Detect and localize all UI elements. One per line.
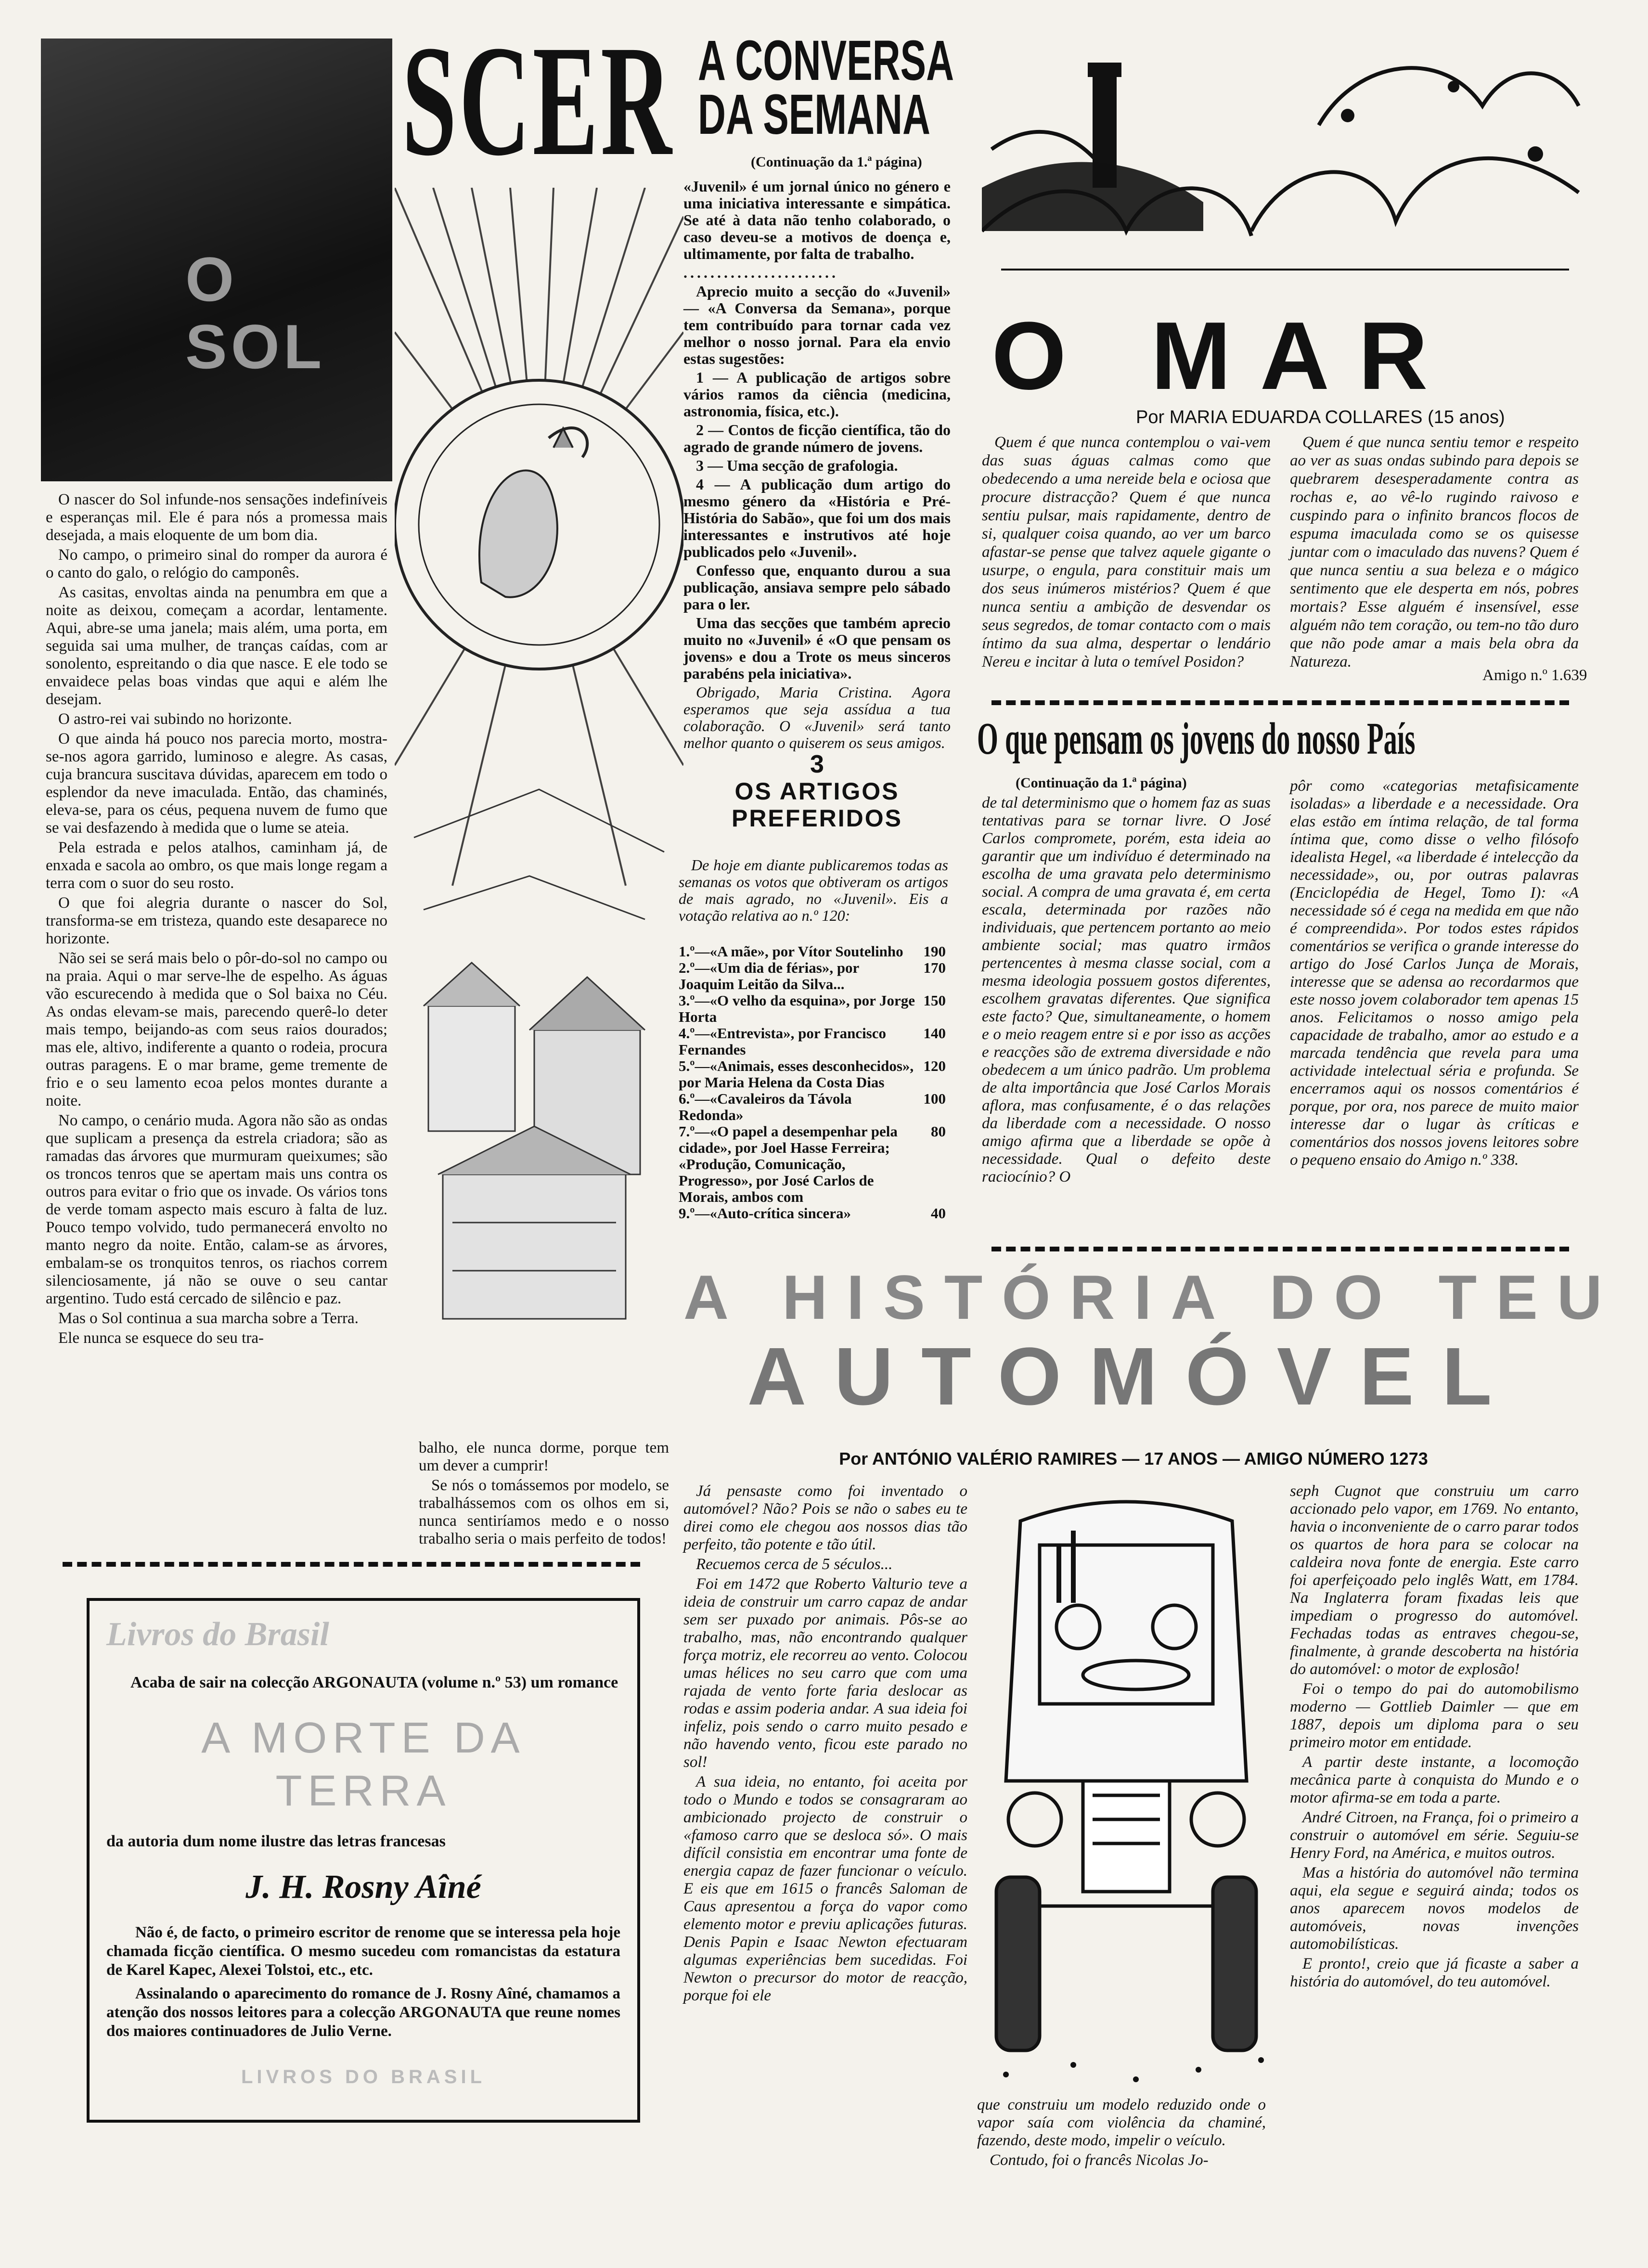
- sol-photo-caption: O SOL: [185, 244, 326, 382]
- conversa-paragraph: 3 — Uma secção de grafologia.: [696, 457, 898, 474]
- historia-paragraph: A partir deste instante, a locomoção mecânica parte à conquista do Mundo e o motor afirma-se em toda a parte.: [1290, 1753, 1579, 1806]
- historia-paragraph: A sua ideia, no entanto, foi aceita por todo o Mundo e todos se consagraram ao ambicionado projecto de construir o «famoso carro que se desloca só». O mais difícil consistia em encontrar uma fonte de energia capaz de fazer funcionar o veículo. E eis que em 1615 o francês Saloman de Caus apresentou a força do vapor como elemento motor e previu aplicações futuras. Denis Papin e Isaac Newton efectuaram algumas experiências bem sucedidas. Foi Newton o precursor do motor de reacção, porque foi ele: [683, 1773, 967, 2004]
- mar-column-2: Quem é que nunca sentiu temor e respeito ao ver as suas ondas subindo para depois se quebrarem desesperadamente contra as rochas e, ao vê-lo rugindo raivoso e cuspindo para o infinito brancos flocos de espuma imaculada como se os quisesse juntar com o imaculado das nuvens? Quem é que nunca sentiu a sua beleza e o mágico sentimento que ele desperta em nós, pobres mortais? Esse alguém é insensível, esse alguém não tem coração, ou tem-no tão duro que não pode amar a mais bela obra da Natureza.: [1290, 434, 1579, 670]
- historia-column-2-tail: [977, 2096, 1266, 2171]
- mar-signature: Amigo n.º 1.639: [1482, 667, 1587, 684]
- conversa-reply: Obrigado, Maria Cristina. Agora esperamos que seja assídua a tua colaboração. O «Juvenil» será tanto melhor quanto o quiserem os seus amigos.: [683, 683, 951, 751]
- conversa-column: [683, 178, 951, 753]
- ad-faded-header: Livros do Brasil: [106, 1616, 329, 1653]
- historia-paragraph: André Citroen, na França, foi o primeiro a construir o automóvel em série. Seguiu-se Henry Ford, na América, e muitos outros.: [1290, 1809, 1579, 1862]
- historia-paragraph: E pronto!, creio que já ficaste a saber a história do automóvel, do teu automóvel.: [1290, 1955, 1579, 1990]
- vote-row: 7.º—«O papel a desempenhar pela cidade», por Joel Hasse Ferreira; «Produção, Comunicação, Progresso», por José Carlos de Morais, ambos com 80: [679, 1123, 946, 1205]
- ad-intro-line: Acaba de sair na colecção ARGONAUTA (volume n.º 53) um romance: [130, 1674, 618, 1691]
- artigos-intro: De hoje em diante publicaremos todas as semanas os votos que obtiveram os artigos de mais agrado, no «Juvenil». Eis a votação relativa ao n.º 120:: [679, 856, 948, 924]
- sol-continuation-paragraph: balho, ele nunca dorme, porque tem um dever a cumprir!: [419, 1439, 669, 1474]
- sol-paragraph: No campo, o cenário muda. Agora não são as ondas que suplicam a presença da estrela criadora; são as ramadas das árvores que murmuram queixumes; são os troncos tenros que se apertam mais uns contra os outros para evitar o frio que os invade. Os vários tons de verde tomam aspecto mais escuro à falta de luz. Pouco tempo volvido, tudo permanecerá envolto no manto negro da noite. Então, calam-se as árvores, embalam-se os tronquitos tenros, os riachos correm silenciosamente, já não se ouve o seu cantar argentino. Tudo está cercado de silêncio e paz.: [46, 1112, 387, 1307]
- vote-row: 3.º—«O velho da esquina», por Jorge Horta 150: [679, 992, 946, 1025]
- ad-author-intro: da autoria dum nome ilustre das letras francesas: [106, 1832, 446, 1850]
- vote-row: 5.º—«Animais, esses desconhecidos», por Maria Helena da Costa Dias 120: [679, 1057, 946, 1091]
- sol-paragraph: O astro-rei vai subindo no horizonte.: [58, 710, 292, 728]
- historia-paragraph: Recuemos cerca de 5 séculos...: [696, 1556, 893, 1573]
- conversa-paragraph: 1 — A publicação de artigos sobre vários ramos da ciência (medicina, astronomia, física, etc.).: [683, 369, 951, 420]
- conversa-paragraph: Aprecio muito a secção do «Juvenil» — «A Conversa da Semana», porque tem contribuído para tornar cada vez melhor o nosso jornal. Para ela envio estas sugestões:: [683, 283, 951, 367]
- conversa-title: [698, 29, 954, 146]
- sol-article-column: [46, 491, 387, 1349]
- conversa-paragraph: Uma das secções que também aprecio muito no «Juvenil» é «O que pensam os jovens» e dou a Trote os meus sinceros parabéns pela iniciativa».: [683, 614, 951, 682]
- sol-title-fragment: SCER: [402, 13, 674, 189]
- section-divider: [63, 1562, 640, 1567]
- historia-title-line: A HISTÓRIA DO TEU: [683, 1262, 1622, 1332]
- sol-paragraph: O que foi alegria durante o nascer do Sol, transforma-se em tristeza, quando este desaparece no horizonte.: [46, 894, 387, 947]
- section-divider: [991, 1247, 1569, 1251]
- artigos-title-line: OS ARTIGOS: [734, 778, 900, 805]
- vote-row: 1.º—«A mãe», por Vítor Soutelinho 190: [679, 943, 946, 960]
- historia-paragraph: Foi em 1472 que Roberto Valturio teve a ideia de construir um carro capaz de andar sem ser puxado por animais. Pôs-se ao trabalho, mas, não encontrando qualquer força motriz, ele recorreu ao vento. Colocou umas hélices no seu carro que com uma rajada de vento forte faria deslocar as rodas e assim poderia andar. A sua ideia foi infeliz, pois sendo o carro muito pesado e não havendo vento, ficou este parado no sol!: [683, 1575, 967, 1771]
- sol-continuation-column: [419, 1439, 669, 1550]
- argonauta-ad-box: [87, 1598, 640, 2123]
- historia-paragraph: Já pensaste como foi inventado o automóvel? Não? Pois se não o sabes eu te direi como ele chegou aos nossos dias tão perfeito, tão potente e tão útil.: [683, 1482, 967, 1553]
- conversa-paragraph: «Juvenil» é um jornal único no género e uma iniciativa interessante e simpática. Se até à data não tenho colaborado, o caso deveu-se a motivos de doença e, ultimamente, por falta de trabalho.: [683, 178, 951, 262]
- conversa-paragraph: 4 — A publicação dum artigo do mesmo género da «História e Pré-História do Sabão», que foi um dos mais interessantes e instrutivos até hoje publicados pelo «Juvenil».: [683, 476, 951, 560]
- historia-title-line: AUTOMÓVEL: [747, 1331, 1520, 1422]
- sol-continuation-paragraph: Se nós o tomássemos por modelo, se trabalhássemos com os olhos em si, nunca sentiríamos medo e o nosso trabalho seria o mais perfeito de todos!: [419, 1477, 669, 1547]
- jovens-title: O que pensam os jovens do nosso País: [977, 714, 1416, 764]
- sun-rooster-illustration: [395, 188, 683, 1415]
- historia-title: [683, 1261, 1622, 1422]
- sol-paragraph: Mas o Sol continua a sua marcha sobre a Terra.: [58, 1310, 359, 1327]
- vote-row: 4.º—«Entrevista», por Francisco Fernandes 140: [679, 1025, 946, 1058]
- ad-author-name: J. H. Rosny Aîné: [245, 1869, 481, 1906]
- conversa-continuation: (Continuação da 1.ª página): [751, 154, 922, 170]
- artigos-vote-list: [679, 943, 946, 1222]
- sol-paragraph: O nascer do Sol infunde-nos sensações indefiníveis e esperanças mil. Ele é para nós a promessa mais desejada, a mais eloquente de um bom dia.: [46, 491, 387, 544]
- jovens-column-2: pôr como «categorias metafisicamente isoladas» a liberdade e a necessidade. Ora elas estão em íntima relação, de tal forma íntima que, como disse o velho filósofo idealista Hegel, «a liberdade é intelecção da necessidade», ou, por outras palavras (Enciclopédia de Hegel, Tomo I): «A necessidade só é cega na medida em que não é compreendida». Por todos estes rápidos comentários se verifica o grande interesse do artigo do José Carlos Junça de Morais, interesse que se adensa ao recordarmos que este nosso jovem colaborador tem apenas 15 anos. Felicitamos o nosso amigo pela capacidade de trabalho, amor ao estudo e a marcada tendência que revela para uma actividade intelectual séria e profunda. Se encerramos aqui os nossos comentários é porque, por ora, nos parece de muito maior interesse dar o lugar às críticas e comentários dos nossos jovens leitores sobre o pequeno ensaio do Amigo n.º 338.: [1290, 777, 1579, 1169]
- historia-paragraph: Mas a história do automóvel não termina aqui, ela segue e seguirá ainda; todos os anos aparecem novos modelos de automóveis, novas invenções automobilísticas.: [1290, 1864, 1579, 1953]
- ad-paragraph: Assinalando o aparecimento do romance de J. Rosny Aîné, chamamos a atenção dos nossos leitores para a colecção ARGONAUTA que reune nomes dos maiores continuadores de Julio Verne.: [106, 1985, 620, 2040]
- mar-title: O MAR: [991, 302, 1457, 410]
- sol-paragraph: Ele nunca se esquece do seu tra-: [58, 1329, 264, 1347]
- conversa-paragraph: 2 — Contos de ficção científica, tão do agrado de grande número de jovens.: [683, 421, 951, 455]
- sol-photo: [41, 39, 392, 481]
- vote-row: 9.º—«Auto-crítica sincera» 40: [679, 1205, 946, 1222]
- historia-column-3: [1290, 1482, 1579, 1993]
- sol-paragraph: Pela estrada e pelos atalhos, caminham já, de enxada e sacola ao ombro, os que mais longe regam a terra com o suor do seu rosto.: [46, 839, 387, 892]
- waves-drawing: [982, 29, 1584, 298]
- sea-waves-illustration: [982, 29, 1584, 298]
- section-divider: [991, 700, 1569, 705]
- historia-paragraph: Foi o tempo do pai do automobilismo moderno — Gottlieb Daimler — que em 1887, depois um diploma para o seu primeiro motor em entidade.: [1290, 1680, 1579, 1751]
- mar-column-1: Quem é que nunca contemplou o vai-vem das suas águas calmas como que obedecendo a uma nereide bela e ociosa que procure distracção? Quem é que nunca sentiu pulsar, mais rapidamente, dentro de si, qualquer coisa quando, ao ver um barco afastar-se pense que talvez aquele gigante o usurpe, o engula, para constituir mais um dos seus inúmeros mistérios? Quem é que nunca sentiu a ambição de desvendar os seus segredos, de tomar contacto com o mais íntimo da sua alma, despertar o lendário Nereu e incitar à luta o temível Posidon?: [982, 434, 1271, 670]
- vintage-car-illustration: [977, 1482, 1275, 2089]
- ad-paragraph: Não é, de facto, o primeiro escritor de renome que se interessa pela hoje chamada ficção científica. O mesmo sucedeu com romancistas da estatura de Karel Kapec, Alexei Tolstoi, etc., etc.: [106, 1924, 620, 1979]
- artigos-header: [683, 751, 951, 832]
- mar-byline: Por MARIA EDUARDA COLLARES (15 anos): [1136, 407, 1505, 427]
- conversa-title-line: DA SEMANA: [698, 83, 930, 146]
- artigos-number: 3: [810, 750, 824, 778]
- sol-paragraph: No campo, o primeiro sinal do romper da aurora é o canto do galo, o relógio do camponês.: [46, 546, 387, 581]
- car-drawing: [977, 1482, 1275, 2089]
- ad-book-title: A MORTE DA TERRA: [201, 1714, 526, 1815]
- sol-paragraph: Não sei se será mais belo o pôr-do-sol no campo ou na praia. Aqui o mar serve-lhe de espelho. As águas vão escurecendo à medida que o Sol baixa no Céu. As ondas elevam-se mais, parecendo querê-lo deter mais tempo, beijando-as com seus raios dourados; mas ele, altivo, indiferente a quanto o rodeia, procura outras paragens. E o mar brame, geme tremente de frio e o seu lamento ecoa pelos montes durante a noite.: [46, 950, 387, 1109]
- sol-paragraph: O que ainda há pouco nos parecia morto, mostra-se-nos agora garrido, luminoso e alegre. As casas, cuja brancura suscitava dúvidas, aparecem em todo o esplendor da neve imaculada. Então, das chaminés, eleva-se, para os céus, pequena nuvem de fumo que se vai desfazendo à medida que o lume se ateia.: [46, 730, 387, 837]
- historia-column-1: [683, 1482, 967, 2007]
- conversa-ellipsis: .......................: [683, 264, 838, 281]
- jovens-column-1: de tal determinismo que o homem faz as suas tentativas para se tornar livre. O José Carlos compromete, porém, esta ideia ao garantir que um indivíduo é determinado na escolha de uma gravata pelo determinismo social. A compra de uma gravata é, em certa escala, determinada por razões não individuais, que pertencem portanto ao meio ambiente social; mas quatro irmãos pertencentes à mesma classe social, com a mesma ideologia possuem gostos diferentes, escolhem gravatas diferentes. Que significa este facto? Que, simultaneamente, o homem e o meio reagem entre si e por isso as acções e reacções são de extrema diversidade e não obedecem a um único padrão. Um problema de alta importância que José Carlos Morais aflora, mas confusamente, é o das relações da liberdade com a necessidade. O nosso amigo afirma que a liberdade se opõe à necessidade. Qual o defeito deste raciocínio? O: [982, 794, 1271, 1186]
- conversa-paragraph: Confesso que, enquanto durou a sua publicação, ansiava sempre pelo sábado para o ler.: [683, 562, 951, 613]
- ad-footer: LIVROS DO BRASIL: [241, 2066, 486, 2088]
- conversa-title-line: A CONVERSA: [698, 29, 954, 92]
- jovens-continuation: (Continuação da 1.ª página): [1016, 775, 1187, 791]
- sun-rooster-drawing: [395, 188, 683, 1415]
- historia-paragraph: seph Cugnot que construiu um carro accionado pelo vapor, em 1769. No entanto, havia o inconveniente de o carro parar todos os quartos de hora para se colocar na caldeira nova fonte de energia. Este carro foi aperfeiçoado pelo inglês Watt, em 1784. Na Inglaterra foram fixadas leis que impediam o progresso do automóvel. Fechadas todas as entraves chegou-se, finalmente, à grande descoberta na história do automóvel: o motor de explosão!: [1290, 1482, 1579, 1678]
- sol-paragraph: As casitas, envoltas ainda na penumbra em que a noite as deixou, começam a acordar, lentamente. Aqui, abre-se uma janela; mais além, uma porta, em seguida sai uma mulher, de tranças caídas, com ar sonolento, espreitando o dia que nasce. E ele todo se envaidece pelas boas vindas que aqui e além lhe desejam.: [46, 584, 387, 708]
- historia-paragraph: que construiu um modelo reduzido onde o vapor saía com violência da chaminé, fazendo, deste modo, impelir o veículo.: [977, 2096, 1266, 2149]
- artigos-title-line: PREFERIDOS: [731, 805, 903, 832]
- vote-row: 6.º—«Cavaleiros da Távola Redonda» 100: [679, 1090, 946, 1123]
- historia-byline: Por ANTÓNIO VALÉRIO RAMIRES — 17 ANOS — AMIGO NÚMERO 1273: [839, 1449, 1428, 1469]
- historia-paragraph: Contudo, foi o francês Nicolas Jo-: [990, 2152, 1209, 2169]
- vote-row: 2.º—«Um dia de férias», por Joaquim Leitão da Silva... 170: [679, 959, 946, 992]
